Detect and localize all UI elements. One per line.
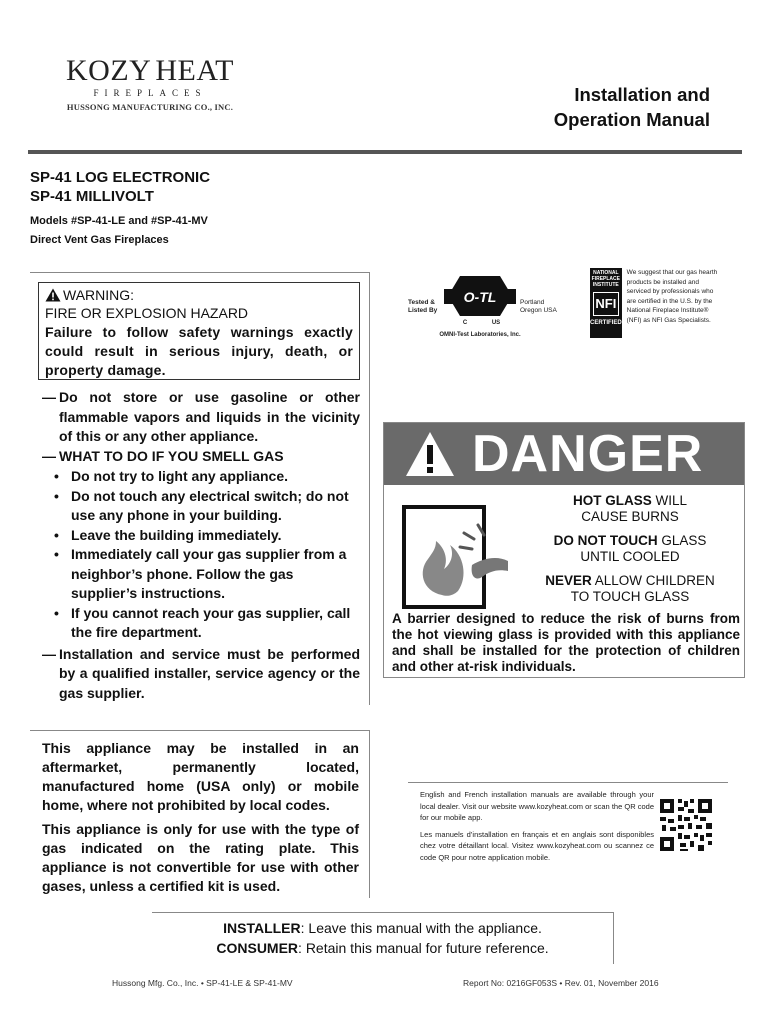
danger-message-1 — [524, 493, 736, 525]
danger-line-1-bold: HOT GLASS — [572, 493, 652, 508]
warning-box — [38, 282, 360, 380]
otl-us: US — [491, 320, 501, 326]
danger-message-2 — [524, 533, 736, 565]
installer-consumer-notice — [152, 912, 614, 964]
danger-messages — [524, 493, 736, 613]
nfi-badge — [590, 268, 622, 338]
list-item-text: Do not try to light any appliance. — [71, 468, 289, 484]
list-item — [42, 467, 360, 487]
instruction-item — [42, 447, 360, 467]
gas-safety-instructions — [42, 388, 360, 703]
logo-company: HUSSONG MANUFACTURING CO., INC. — [66, 102, 234, 112]
model-line-2: SP-41 MILLIVOLT — [30, 188, 154, 205]
instruction-text: WHAT TO DO IF YOU SMELL GAS — [59, 447, 284, 464]
installer-text: : Leave this manual with the appliance. — [300, 920, 542, 936]
consumer-label: CONSUMER — [216, 939, 299, 956]
barrier-note: A barrier designed to reduce the risk of burns from the hot viewing glass is provided with this appliance and shall be installed for the protection of children and other at-risk individuals. — [392, 611, 740, 674]
kozy-heat-logo — [66, 56, 234, 112]
otl-c: C — [462, 320, 468, 326]
appliance-notice — [30, 730, 370, 898]
footer-left: Hussong Mfg. Co., Inc. • SP-41-LE & SP-41-MV — [112, 978, 293, 988]
language-info — [408, 782, 728, 888]
manual-title-line-2: Operation Manual — [553, 109, 710, 130]
danger-message-3 — [524, 573, 736, 605]
appliance-paragraph-2: This appliance is only for use with the type of gas indicated on the rating plate. This appliance is not convertible for use with other gases, unless a certified kit is used. — [42, 821, 359, 894]
list-item-text: Do not touch any electrical switch; do not use any phone in your building. — [71, 487, 349, 523]
danger-line-6: TO TOUCH GLASS — [570, 589, 690, 604]
danger-line-4: UNTIL COOLED — [580, 549, 680, 564]
list-item — [42, 604, 360, 643]
model-line-1: SP-41 LOG ELECTRONIC — [30, 169, 211, 186]
english-note: English and French installation manuals are available through your local dealer. Visit our website www.kozyheat.com or scan the QR code for our mobile app. — [420, 790, 654, 822]
danger-line-3-bold: DO NOT TOUCH — [553, 533, 658, 548]
dash-marker: — — [42, 389, 56, 405]
list-item — [42, 487, 360, 526]
warning-body: Failure to follow safety warnings exactly could result in serious injury, death, or property damage. — [45, 324, 353, 378]
warning-triangle-icon — [45, 288, 61, 302]
list-item — [42, 545, 360, 604]
danger-line-5-bold: NEVER — [545, 573, 592, 588]
appliance-paragraph-1: This appliance may be installed in an aftermarket, permanently located, manufactured home (USA only) or mobile home, where not prohibited by local codes. — [42, 740, 359, 813]
consumer-line — [152, 939, 613, 959]
danger-line-1-rest: WILL — [651, 493, 688, 508]
instruction-item — [42, 645, 360, 704]
warning-heading — [45, 286, 353, 304]
manual-title — [554, 82, 710, 132]
danger-line-3-rest: GLASS — [657, 533, 707, 548]
danger-panel — [383, 422, 745, 678]
dash-marker: — — [42, 447, 56, 464]
french-note: Les manuels d’installation en français et en anglais sont disponibles chez votre détaillant local. Visitez www.kozyheat.com ou scannez ce code QR pour notre application mobile. — [420, 829, 654, 862]
list-item-text: Immediately call your gas supplier from a neighbor’s phone. Follow the gas supplier’s instructions. — [71, 546, 347, 601]
logo-brand-left: KOZY — [66, 54, 152, 87]
list-item — [42, 526, 360, 546]
nfi-text: We suggest that our gas hearth products be installed and serviced by professionals who are certified in the U.S. by the National Fireplace Institute® (NFI) as NFI Gas Specialists. — [626, 269, 718, 324]
bullet-marker: • — [54, 526, 59, 543]
qr-code-icon[interactable] — [658, 797, 714, 853]
list-item-text: If you cannot reach your gas supplier, call the fire department. — [71, 604, 351, 640]
otl-tested: Tested & — [408, 299, 435, 306]
nfi-badge-bottom: CERTIFIED — [590, 320, 622, 326]
nfi-certification — [590, 268, 720, 340]
warning-subheading: FIRE OR EXPLOSION HAZARD — [45, 305, 249, 321]
language-text — [420, 789, 654, 863]
installer-line — [152, 919, 613, 939]
omni-test-laboratories-logo — [400, 272, 560, 340]
footer-right: Report No: 0216GF053S • Rev. 01, November 2016 — [463, 978, 659, 988]
warning-heading-text: WARNING: — [63, 287, 135, 303]
installer-label: INSTALLER — [223, 920, 301, 936]
dash-marker: — — [42, 645, 56, 662]
bullet-marker: • — [54, 604, 59, 621]
manual-title-line-1: Installation and — [574, 84, 710, 105]
logo-brand-right: HEAT — [155, 54, 234, 87]
otl-mark: O-TL — [463, 289, 497, 305]
model-info — [30, 168, 210, 249]
danger-line-2: CAUSE BURNS — [581, 509, 679, 524]
bullet-marker: • — [54, 468, 59, 484]
hot-glass-pictogram — [402, 505, 510, 611]
smell-gas-list — [42, 467, 360, 643]
instruction-text: Do not store or use gasoline or other flammable vapors and liquids in the vicinity of this or any other appliance. — [59, 389, 360, 444]
model-numbers: Models #SP-41-LE and #SP-41-MV — [30, 215, 208, 227]
otl-listed: Listed By — [408, 307, 438, 314]
instruction-item — [42, 388, 360, 447]
otl-city: Portland — [520, 299, 545, 306]
header-divider — [28, 150, 742, 154]
bullet-marker: • — [54, 487, 59, 504]
model-description: Direct Vent Gas Fireplaces — [30, 234, 169, 246]
bullet-marker: • — [54, 546, 59, 562]
nfi-badge-mark: NFI — [593, 292, 619, 316]
otl-state: Oregon USA — [520, 307, 557, 314]
nfi-badge-top: NATIONAL FIREPLACE INSTITUTE — [591, 270, 620, 288]
instruction-text: Installation and service must be performed by a qualified installer, service agency or the gas supplier. — [59, 645, 360, 701]
logo-subtitle: FIREPLACES — [93, 88, 207, 98]
logo-wordmark — [66, 56, 234, 86]
exclamation-triangle-icon — [404, 430, 456, 478]
consumer-text: : Retain this manual for future reference. — [298, 939, 549, 956]
danger-word: DANGER — [472, 425, 704, 483]
otl-lab: OMNI-Test Laboratories, Inc. — [439, 332, 521, 338]
danger-header — [384, 423, 744, 485]
list-item-text: Leave the building immediately. — [71, 526, 282, 543]
danger-line-5-rest: ALLOW CHILDREN — [591, 573, 715, 588]
